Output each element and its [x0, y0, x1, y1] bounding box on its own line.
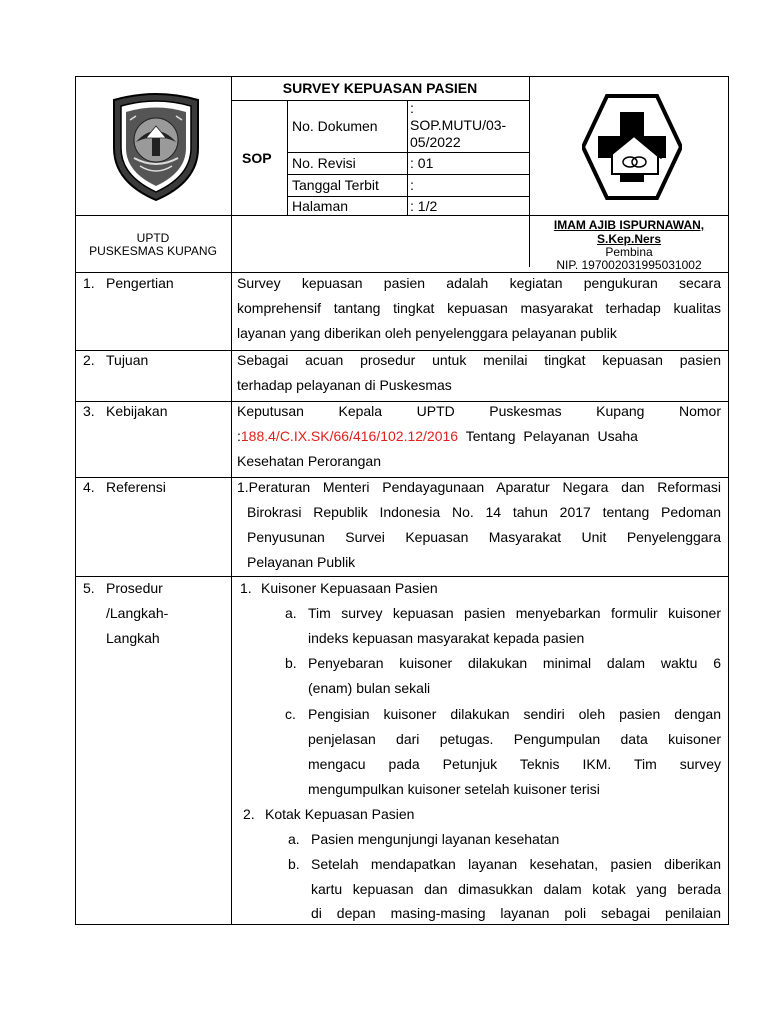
tujuan-line: Sebagai acuan prosedur untuk menilai tingkat kepuasan pasien [237, 352, 721, 368]
org-line-1: UPTD [136, 231, 170, 245]
field-value-halaman: : 1/2 [410, 198, 438, 214]
field-value-tanggal-terbit: : [410, 177, 414, 193]
prosedur-line: Tim survey kepuasan pasien menyebarkan formulir kuisoner [308, 605, 721, 621]
prosedur-item-title: Kotak Kepuasan Pasien [265, 806, 415, 822]
prosedur-item-title: Kuisoner Kepuasaan Pasien [261, 580, 438, 596]
prosedur-line: penjelasan dari petugas. Pengumpulan data kuisoner [308, 731, 721, 747]
regional-crest-icon [106, 90, 206, 204]
prosedur-line: (enam) bulan sekali [308, 680, 431, 696]
list-marker: 2. [243, 806, 255, 822]
field-label-no-dokumen: No. Dokumen [292, 118, 378, 134]
tujuan-line: terhadap pelayanan di Puskesmas [237, 377, 452, 393]
section-label-tujuan: Tujuan [106, 352, 149, 368]
pengertian-line: Survey kepuasan pasien adalah kegiatan pengukuran secara [237, 275, 721, 291]
decree-number: 188.4/C.IX.SK/66/416/102.12/2016 [240, 428, 459, 444]
pengertian-line: layanan yang diberikan oleh penyelenggara pelayanan publik [237, 325, 617, 341]
signatory-rank: Pembina [605, 245, 653, 259]
field-value-no-revisi: : 01 [410, 155, 434, 171]
prosedur-line: kartu kepuasan dan dimasukkan dalam kotak yang berada [311, 881, 721, 897]
section-number: 1. [83, 275, 95, 291]
pengertian-line: komprehensif tantang tingkat kepuasan masyarakat terhadap kualitas [237, 300, 721, 316]
prosedur-line: Penyebaran kuisoner dilakukan minimal dalam waktu 6 [308, 655, 721, 671]
list-marker: c. [285, 706, 296, 722]
section-label-prosedur: /Langkah- [106, 605, 169, 621]
kebijakan-line: :188.4/C.IX.SK/66/416/102.12/2016 Tentang Pelayanan Usaha [237, 428, 638, 444]
list-marker: b. [288, 856, 300, 872]
sop-label: SOP [242, 150, 272, 166]
prosedur-line: mengacu pada Petunjuk Teknis IKM. Tim survey [308, 756, 721, 772]
prosedur-line: Pengisian kuisoner dilakukan sendiri oleh pasien dengan [308, 706, 721, 722]
field-label-tanggal-terbit: Tanggal Terbit [292, 177, 379, 193]
field-label-no-revisi: No. Revisi [292, 155, 356, 171]
section-label-kebijakan: Kebijakan [106, 403, 168, 419]
list-marker: a. [288, 831, 300, 847]
column-divider [287, 100, 288, 215]
section-number: 5. [83, 580, 95, 596]
prosedur-line: Pasien mengunjungi layanan kesehatan [311, 831, 560, 847]
referensi-line: Penyusunan Survei Kepuasan Masyarakat Unit Penyelenggara [247, 529, 721, 545]
column-divider [231, 76, 232, 925]
list-marker: 1. [240, 580, 252, 596]
field-label-halaman: Halaman [292, 198, 349, 214]
referensi-line: 1.Peraturan Menteri Pendayagunaan Aparatur Negara dan Reformasi [237, 479, 721, 495]
field-value-no-dokumen: : SOP.MUTU/03- 05/2022 [410, 100, 507, 150]
kebijakan-line: Keputusan Kepala UPTD Puskesmas Kupang Nomor [237, 403, 721, 419]
column-divider [407, 100, 408, 215]
section-label-referensi: Referensi [106, 479, 166, 495]
signatory-credentials: S.Kep.Ners [596, 232, 662, 246]
referensi-line: Birokrasi Republik Indonesia No. 14 tahun 2017 tentang Pedoman [247, 504, 721, 520]
org-line-2: PUSKESMAS KUPANG [89, 244, 217, 258]
prosedur-line: di depan masing-masing layanan poli sebagai penilaian [311, 905, 721, 921]
section-number: 4. [83, 479, 95, 495]
prosedur-line: mengumpulkan kuisoner setelah kuisoner terisi [308, 781, 600, 797]
referensi-line: Pelayanan Publik [247, 554, 356, 570]
signatory-nip: NIP. 197002031995031002 [556, 258, 702, 272]
list-marker: a. [285, 605, 297, 621]
section-label-prosedur: Langkah [106, 630, 160, 646]
document-title: SURVEY KEPUASAN PASIEN [282, 80, 478, 96]
kebijakan-line: Kesehatan Perorangan [237, 453, 381, 469]
section-number: 2. [83, 352, 95, 368]
list-marker: b. [285, 655, 297, 671]
section-label-pengertian: Pengertian [106, 275, 174, 291]
prosedur-line: indeks kepuasan masyarakat kepada pasien [308, 630, 585, 646]
puskesmas-logo-icon [582, 94, 682, 200]
prosedur-line: Setelah mendapatkan layanan kesehatan, pasien diberikan [311, 856, 721, 872]
row-divider [75, 215, 729, 216]
section-number: 3. [83, 403, 95, 419]
signatory-name: IMAM AJIB ISPURNAWAN, [553, 218, 705, 232]
section-label-prosedur: Prosedur [106, 580, 163, 596]
